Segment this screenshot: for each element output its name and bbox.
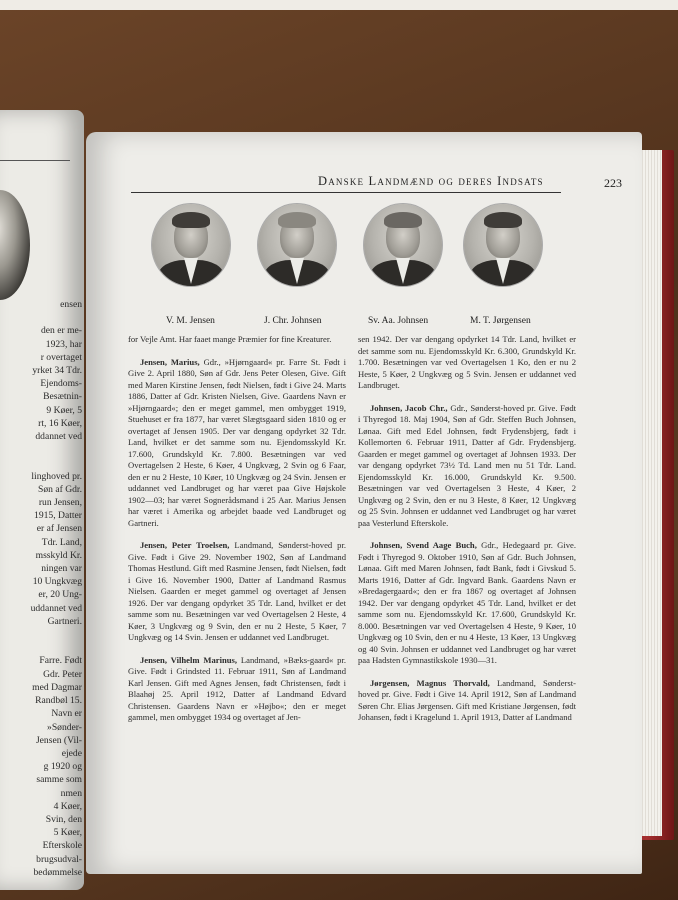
- left-page: [0, 110, 84, 890]
- running-head: Danske Landmænd og deres Indsats: [318, 174, 544, 188]
- portrait-j-chr-johnsen: [258, 204, 336, 286]
- left-page-text: ensen den er me- 1923, har r overtaget yrket 34 Tdr. Ejendoms- Besætnin- 9 Køer, 5 rt, 16 Køer, ddannet ved linghoved pr. Søn af Gdr. run Jensen, 1915, Datter er af Jensen Tdr. Land, msskyld Kr. ningen var 10 Ungkvæg er, 20 Ung- uddannet ved Gartneri. Farre. Født Gdr. Peter med Dagmar Randbøl 15. Navn er »Sønder- Jensen (Vil- ejede g 1920 og samme som nmen 4 Køer, Svin, den 5 Køer, Efterskole brugsudval- bedømmelse: [30, 299, 82, 878]
- entry-name: Jørgensen, Magnus Thorvald,: [370, 677, 490, 688]
- portrait-caption: M. T. Jørgensen: [470, 316, 531, 326]
- entry-name: Johnsen, Svend Aage Buch,: [370, 540, 477, 550]
- portrait-photo: [364, 204, 442, 286]
- portrait-v-m-jensen: [152, 204, 230, 286]
- header-rule: [131, 192, 561, 193]
- text-column-left: [128, 334, 346, 735]
- entry-johnsen-svend-aage-buch: Johnsen, Svend Aage Buch, Gdr., Hedegaard pr. Give. Født i Thyregod 9. Oktober 1910, Søn af Gdr. Buch Johnsen, Lønaa. Gift med Maren Johnsen, født Bank, født i Givskud 5. Marts 1916, Datter af Gdr. Ingvard Bank. Gaardens Navn er »Bredagergaard«; den er fra 1867 og overtaget af Johnsen 1942. Der var dengang opdyrket 45 Tdr. Land, hvilket er det samme som nu. Ejendomsskyld Kr. 17.600, Grundskyld Kr. 8.000. Besætningen var ved Overtagelsen 4 Heste, 9 Køer, 10 Ungkvæg og 10 Svin, den er nu 4 Heste, 13 Køer, 13 Ungkvæg og 40 Svin. Johnsen er uddannet ved Landbruget og har været paa Hadsten Gymnastikskole 1930—31.: [358, 540, 576, 665]
- portrait-caption: V. M. Jensen: [166, 316, 215, 326]
- entry-name: Jensen, Vilhelm Marinus,: [140, 654, 238, 665]
- entry-jensen-vilhelm-marinus: Jensen, Vilhelm Marinus, Landmand, »Bæks-gaard« pr. Give. Født i Grindsted 11. Februar 1911, Søn af Landmand Karl Jensen. Gift med Agnes Jensen, født Christensen, født i Blaahøj 25. April 1912, Datter af Landmand Edvard Christensen. Gaardens Navn er »Højbo«; den er meget gammel, men ombygget 1934 og overtaget af Jen-: [128, 654, 346, 722]
- left-portrait-photo: [0, 190, 30, 300]
- right-page: [86, 132, 642, 874]
- page-header: [236, 174, 644, 194]
- entry-name: Jensen, Peter Troelsen,: [140, 540, 230, 550]
- portrait-sv-aa-johnsen: [364, 204, 442, 286]
- entry-johnsen-jacob-chr: Johnsen, Jacob Chr., Gdr., Sønderst-hoved pr. Give. Født i Thyregod 18. Maj 1904, Søn af Gdr. Steffen Buch Johnsen, Lønaa. Gift med Edel Johnsen, født Frydensbjerg, født i Kollemorten 6. Februar 1911, Datter af Gdr. Frydensbjerg. Gaarden er meget gammel og overtaget af Johnsen 1933. Der var dengang opdyrket 73½ Td. Land men nu 51 Tdr. Land. Ejendomsskyld Kr. 16.000, Grundskyld Kr. 9.500. Besætningen var ved Overtagelsen 3 Heste, 4 Køer, 2 Ungkvæg og 2 Svin, den er nu 3 Heste, 8 Køer, 12 Ungkvæg og 25 Svin. Johnsen er uddannet ved Landbruget og har været paa Vesterlund Efterskole.: [358, 402, 577, 528]
- left-header-rule: [0, 160, 70, 161]
- paragraph: sen 1942. Der var dengang opdyrket 14 Tdr. Land, hvilket er det samme som nu. Ejendomsskyld Kr. 6.300, Grundskyld Kr. 1.700. Besætningen var ved Overtagelsen 1 Ko, den er nu 2 Heste, 5 Køer, 2 Ungkvæg og 5 Svin. Jensen er uddannet ved Landbruget.: [358, 334, 576, 390]
- portrait-photo: [152, 204, 230, 286]
- wall-background: [0, 0, 678, 10]
- entry-name: Jensen, Marius,: [140, 356, 200, 367]
- paragraph: for Vejle Amt. Har faaet mange Præmier for fine Kreaturer.: [128, 334, 332, 344]
- entry-jensen-marius: Jensen, Marius, Gdr., »Hjørngaard« pr. Farre St. Født i Give 2. April 1880, Søn af Gdr. Jens Peter Olesen, Give. Gift med Maren Kirstine Jensen, født Nielsen, født i Give 24. Marts 1886, Datter af Gdr. Kristen Nielsen, Give. Gaardens Navn er »Hjørngaard«; den er meget gammel, men ombygget 1919, Stuehuset er fra 1877, har været Slægtsgaard siden 1810 og er overtaget af Jensen 1905. Der var dengang opdyrket 32 Tdr. Land, hvilket er det samme som nu. Ejendomsskyld Kr. 17.600, Grundskyld Kr. 7.800. Besætningen var ved Overtagelsen 2 Heste, 6 Køer, 4 Ungkvæg, 2 Svin og 6 Faar, den er nu 2 Heste, 10 Køer, 10 Ungkvæg og 24 Svin. Jensen er uddannet ved Landbruget og har været paa Give Højskole 1902—03; har været Sognerådsmand i 25 Aar. Marius Jensen har været i Amerika og arbejdet baade ved Landbruget og Gartneri.: [128, 356, 347, 528]
- portrait-caption: Sv. Aa. Johnsen: [368, 316, 429, 326]
- portrait-photo: [464, 204, 542, 286]
- page-number: 223: [604, 176, 622, 190]
- entry-jorgensen-magnus-thorvald: Jørgensen, Magnus Thorvald, Landmand, Sønderst-hoved pr. Give. Født i Give 14. April 1912, Søn af Landmand Søren Chr. Elias Jørgensen. Gift med Kristiane Jørgensen, født Johansen, født i Kragelund 1. April 1913, Datter af Landmand: [358, 677, 576, 722]
- portrait-photo: [258, 204, 336, 286]
- portrait-caption: J. Chr. Johnsen: [264, 316, 322, 326]
- entry-name: Johnsen, Jacob Chr.,: [370, 402, 448, 413]
- portrait-m-t-jorgensen: [464, 204, 542, 286]
- text-column-right: [358, 334, 576, 735]
- entry-jensen-peter-troelsen: Jensen, Peter Troelsen, Landmand, Sønderst-hoved pr. Give. Født i Give 29. November 1902, Søn af Landmand Thomas Hestlund. Gift med Rasmine Jensen, født Nielsen, født i Give 16. November 1900, Datter af Landmand Rasmus Nielsen. Gaarden er meget gammel og overtaget af Jensen 1926. Der var dengang opdyrket 35 Tdr. Land, hvilket er det samme som nu. Besætningen var ved Overtagelsen 2 Heste, 4 Køer, 3 Ungkvæg og 9 Svin, den er nu 2 Heste, 5 Køer, 7 Ungkvæg og 14 Svin. Jensen er uddannet ved Landbruget.: [128, 540, 346, 642]
